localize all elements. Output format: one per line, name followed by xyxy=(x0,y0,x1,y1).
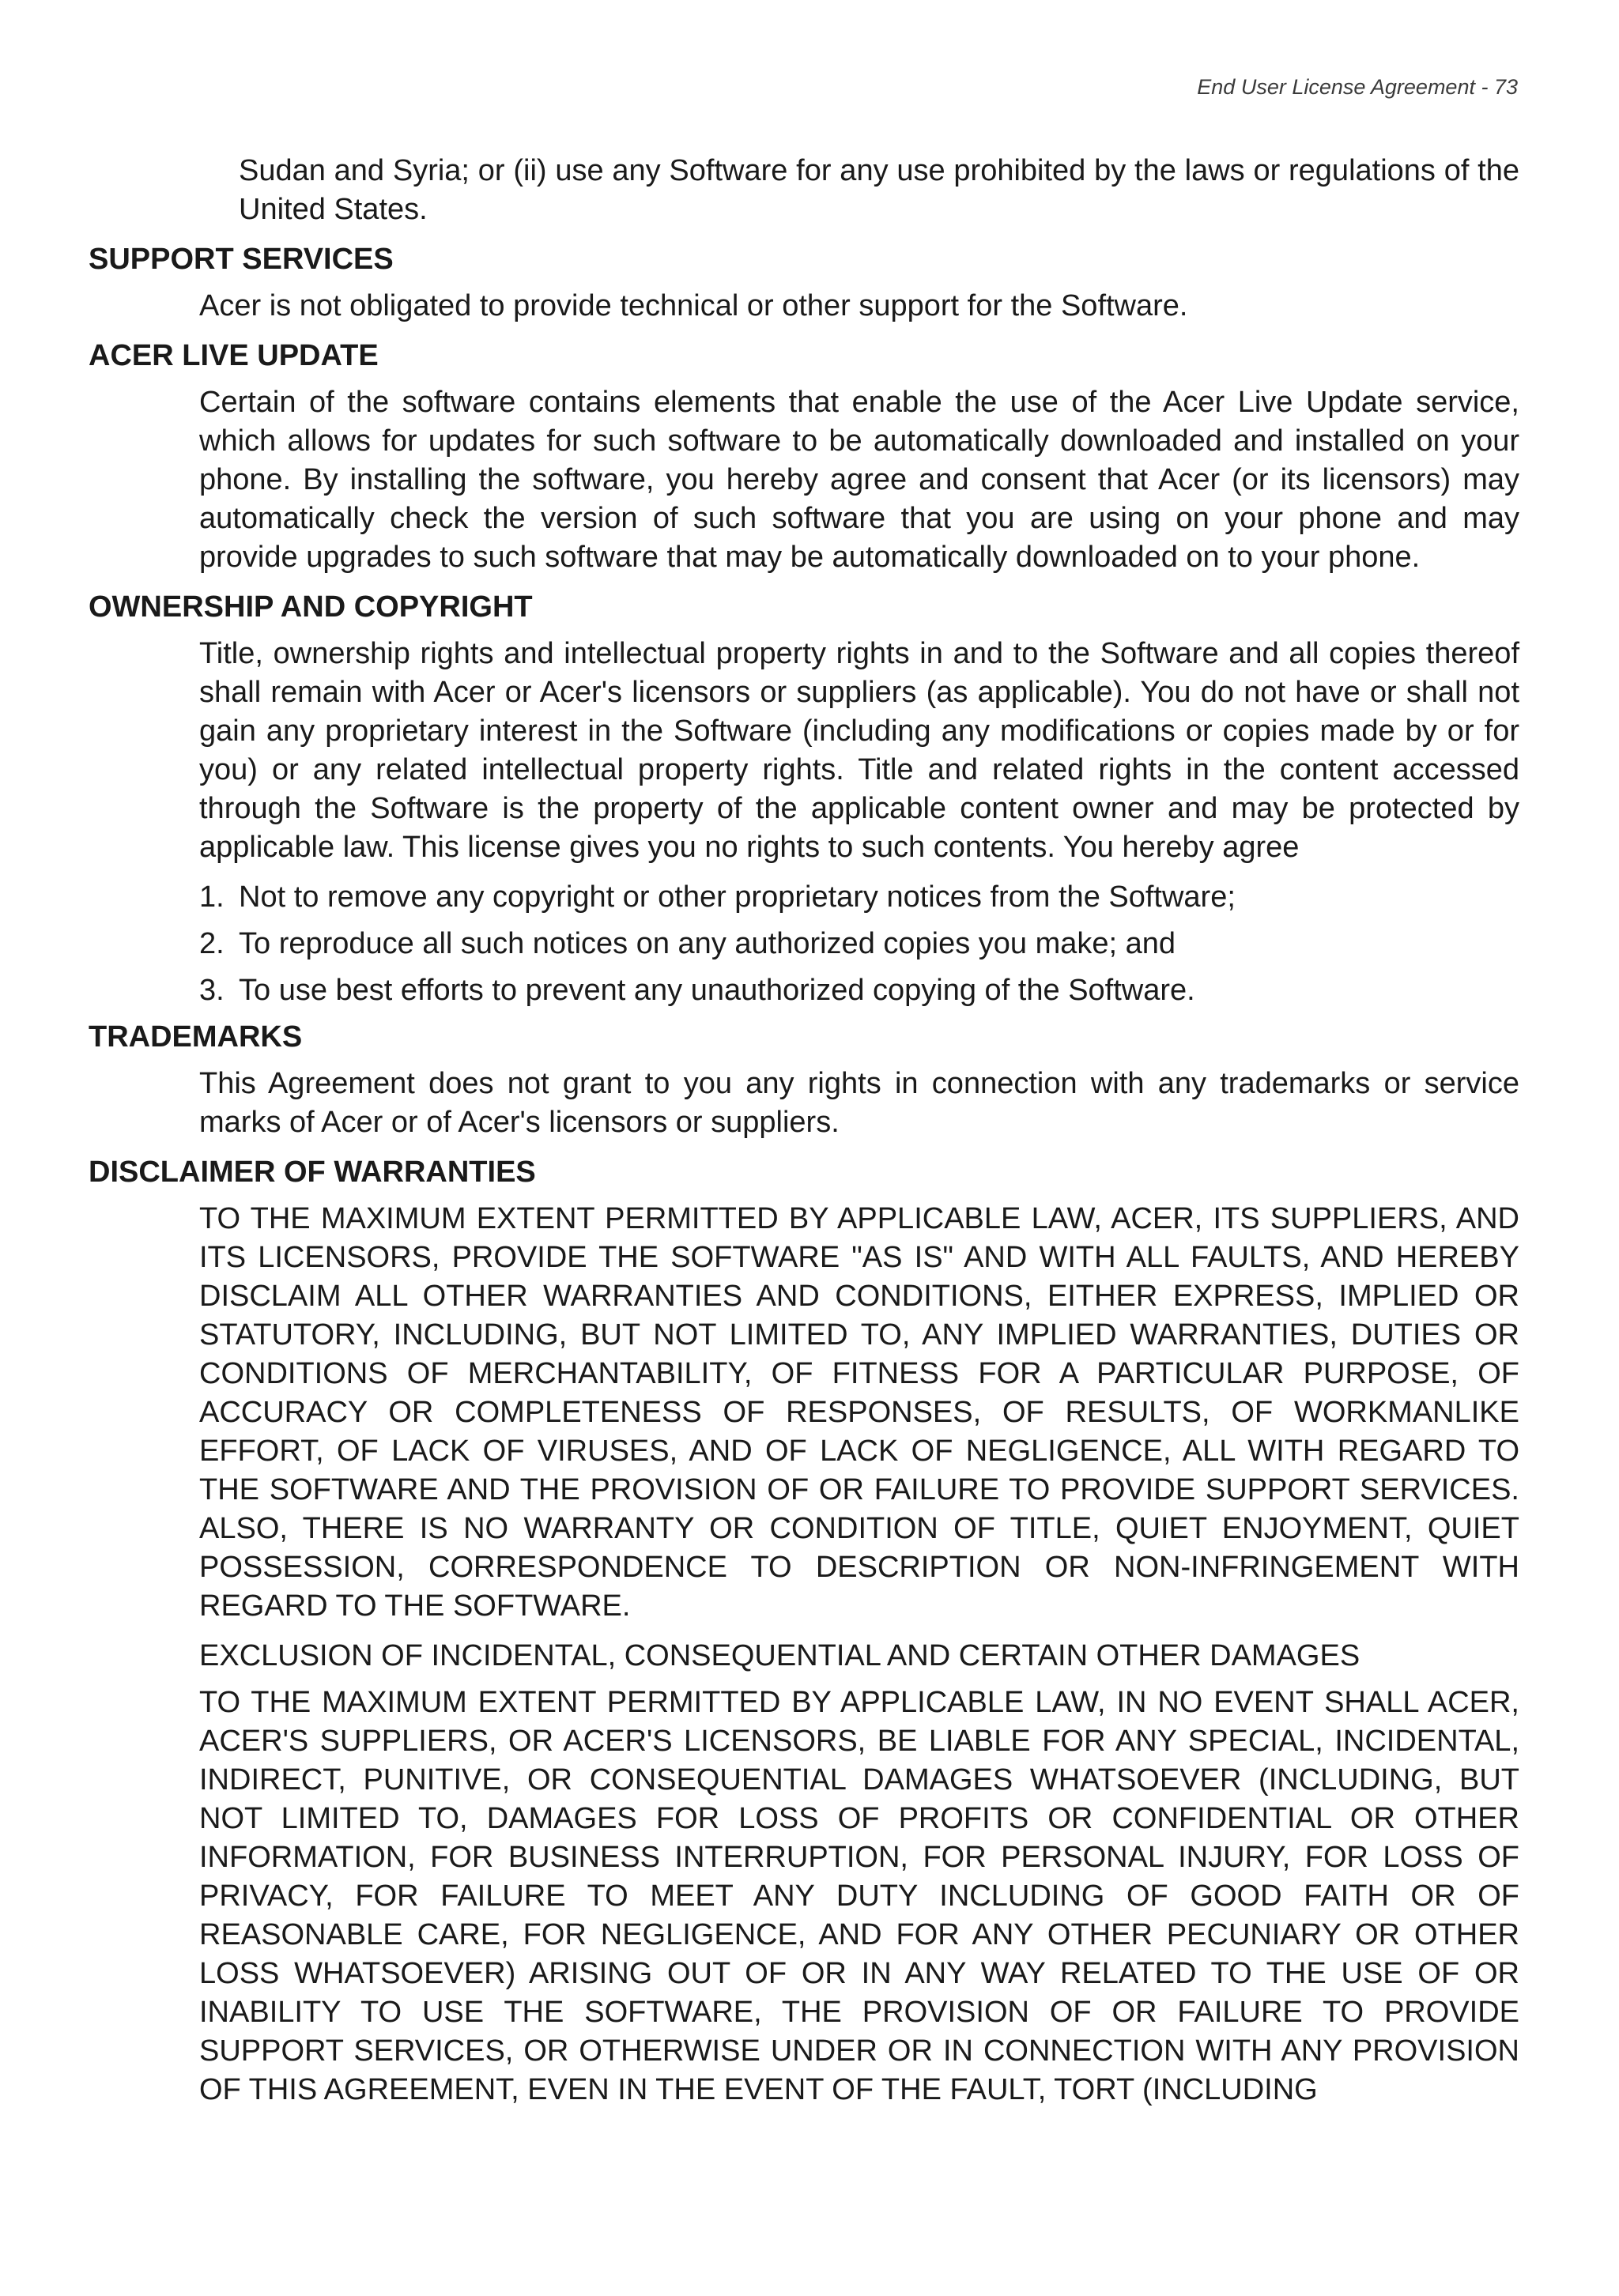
list-item-number: 2. xyxy=(199,927,225,960)
exclusion-paragraph: TO THE MAXIMUM EXTENT PERMITTED BY APPLICABLE LAW, IN NO EVENT SHALL ACER, ACER'S SUPPLIERS, OR ACER'S LICENSORS, BE LIABLE FOR ANY SPECIAL, INCIDENTAL, INDIRECT, PUNITIVE, OR CONSEQUENTIAL DAMAGES WHATSOEVER (INCLUDING, BUT NOT LIMITED TO, DAMAGES FOR LOSS OF PROFITS OR CONFIDENTIAL OR OTHER INFORMATION, FOR BUSINESS INTERRUPTION, FOR PERSONAL INJURY, FOR LOSS OF PRIVACY, FOR FAILURE TO MEET ANY DUTY INCLUDING OF GOOD FAITH OR OF REASONABLE CARE, FOR NEGLIGENCE, AND FOR ANY OTHER PECUNIARY OR OTHER LOSS WHATSOEVER) ARISING OUT OF OR IN ANY WAY RELATED TO THE USE OF OR INABILITY TO USE THE SOFTWARE, THE PROVISION OF OR FAILURE TO PROVIDE SUPPORT SERVICES, OR OTHERWISE UNDER OR IN CONNECTION WITH ANY PROVISION OF THIS AGREEMENT, EVEN IN THE EVENT OF THE FAULT, TORT (INCLUDING xyxy=(199,1686,1519,2106)
list-item-text: To use best efforts to prevent any unauthorized copying of the Software. xyxy=(239,974,1195,1007)
list-item xyxy=(199,878,1519,917)
disclaimer-paragraph: TO THE MAXIMUM EXTENT PERMITTED BY APPLICABLE LAW, ACER, ITS SUPPLIERS, AND ITS LICENSORS, PROVIDE THE SOFTWARE "AS IS" AND WITH ALL FAULTS, AND HEREBY DISCLAIM ALL OTHER WARRANTIES AND CONDITIONS, EITHER EXPRESS, IMPLIED OR STATUTORY, INCLUDING, BUT NOT LIMITED TO, ANY IMPLIED WARRANTIES, DUTIES OR CONDITIONS OF MERCHANTABILITY, OF FITNESS FOR A PARTICULAR PURPOSE, OF ACCURACY OR COMPLETENESS OF RESPONSES, OF RESULTS, OF WORKMANLIKE EFFORT, OF LACK OF VIRUSES, AND OF LACK OF NEGLIGENCE, ALL WITH REGARD TO THE SOFTWARE AND THE PROVISION OF OR FAILURE TO PROVIDE SUPPORT SERVICES. ALSO, THERE IS NO WARRANTY OR CONDITION OF TITLE, QUIET ENJOYMENT, QUIET POSSESSION, CORRESPONDENCE TO DESCRIPTION OR NON-INFRINGEMENT WITH REGARD TO THE SOFTWARE. xyxy=(199,1202,1519,1623)
page-content xyxy=(89,152,1519,2121)
list-item-text: Not to remove any copyright or other proprietary notices from the Software; xyxy=(239,880,1236,914)
list-item xyxy=(199,925,1519,963)
heading-trademarks: TRADEMARKS xyxy=(89,1020,303,1054)
continuation-paragraph: Sudan and Syria; or (ii) use any Software for any use prohibited by the laws or regulations of the United States. xyxy=(239,154,1519,226)
heading-disclaimer-of-warranties: DISCLAIMER OF WARRANTIES xyxy=(89,1156,536,1189)
acer-live-update-paragraph: Certain of the software contains elements that enable the use of the Acer Live Update service, which allows for updates for such software to be automatically downloaded and installed on your phone. By installing the software, you hereby agree and consent that Acer (or its licensors) may automatically check the version of such software that you are using on your phone and may provide upgrades to such software that may be automatically downloaded on to your phone. xyxy=(199,386,1519,574)
support-services-paragraph: Acer is not obligated to provide technical or other support for the Software. xyxy=(199,289,1188,322)
heading-acer-live-update: ACER LIVE UPDATE xyxy=(89,339,379,372)
ownership-list xyxy=(199,878,1519,1010)
list-item-number: 1. xyxy=(199,880,225,914)
list-item xyxy=(199,971,1519,1010)
list-item-text: To reproduce all such notices on any authorized copies you make; and xyxy=(239,927,1176,960)
ownership-paragraph: Title, ownership rights and intellectual property rights in and to the Software and all copies thereof shall remain with Acer or Acer's licensors or suppliers (as applicable). You do not have or shall not gain any proprietary interest in the Software (including any modifications or copies made by or for you) or any related intellectual property rights. Title and related rights in the content accessed through the Software is the property of the applicable content owner and may be protected by applicable law. This license gives you no rights to such contents. You hereby agree xyxy=(199,637,1519,864)
trademarks-paragraph: This Agreement does not grant to you any rights in connection with any trademarks or service marks of Acer or of Acer's licensors or suppliers. xyxy=(199,1067,1519,1139)
list-item-number: 3. xyxy=(199,974,225,1007)
heading-support-services: SUPPORT SERVICES xyxy=(89,243,394,276)
exclusion-subheading: EXCLUSION OF INCIDENTAL, CONSEQUENTIAL AND CERTAIN OTHER DAMAGES xyxy=(199,1639,1360,1672)
running-header: End User License Agreement - 73 xyxy=(1197,75,1518,99)
heading-ownership-copyright: OWNERSHIP AND COPYRIGHT xyxy=(89,590,533,624)
